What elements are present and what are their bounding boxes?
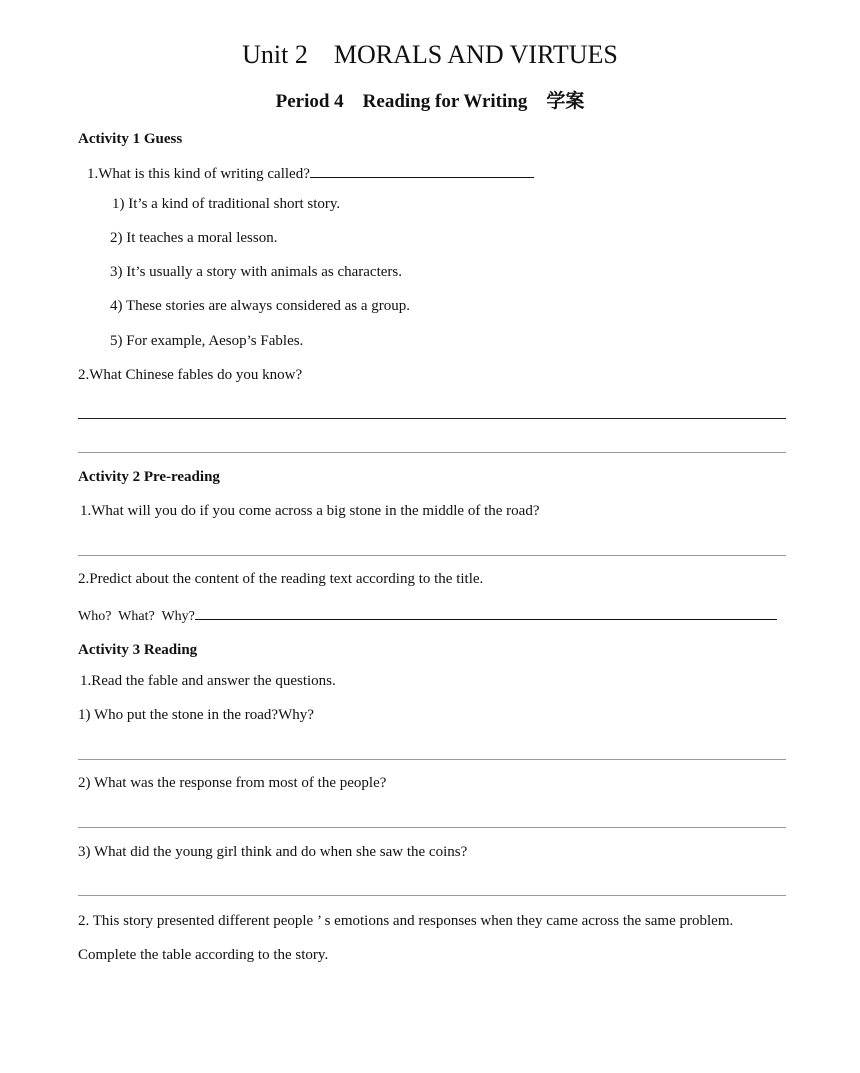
activity3-question: 3) What did the young girl think and do when she saw the coins? — [78, 844, 468, 860]
prompt-text: Who? What? Why? — [78, 609, 195, 624]
answer-line[interactable] — [78, 759, 786, 760]
activity3-task2-line1: 2. This story presented different people ’ s emotions and responses when they came across the same problem. — [78, 913, 734, 929]
activity3-intro: 1.Read the fable and answer the questions. — [80, 673, 336, 689]
activity2-question2: 2.Predict about the content of the reading text according to the title. — [78, 571, 484, 587]
activity3-heading: Activity 3 Reading — [78, 642, 198, 658]
answer-line[interactable] — [78, 555, 786, 556]
clue-item: 5) For example, Aesop’s Fables. — [110, 333, 304, 349]
document-subtitle: Period 4 Reading for Writing 学案 — [275, 91, 585, 112]
answer-blank[interactable] — [310, 163, 534, 178]
clue-item: 1) It’s a kind of traditional short story. — [112, 196, 341, 212]
document-title: Unit 2 MORALS AND VIRTUES — [242, 40, 618, 69]
activity1-heading: Activity 1 Guess — [78, 131, 183, 147]
activity2-prompt — [78, 605, 777, 625]
answer-line[interactable] — [78, 895, 786, 896]
activity3-question: 2) What was the response from most of the people? — [78, 775, 387, 791]
activity3-task2-line2: Complete the table according to the story. — [78, 947, 329, 963]
activity1-question2: 2.What Chinese fables do you know? — [78, 367, 303, 383]
clue-item: 3) It’s usually a story with animals as characters. — [110, 264, 403, 280]
answer-line[interactable] — [78, 418, 786, 419]
activity2-question1: 1.What will you do if you come across a big stone in the middle of the road? — [80, 503, 540, 519]
activity3-question: 1) Who put the stone in the road?Why? — [78, 707, 314, 723]
answer-line[interactable] — [78, 827, 786, 828]
activity2-heading: Activity 2 Pre-reading — [78, 469, 220, 485]
answer-line[interactable] — [78, 452, 786, 453]
activity1-question1-text: 1.What is this kind of writing called? — [87, 166, 310, 182]
answer-blank[interactable] — [195, 605, 777, 620]
clue-item: 2) It teaches a moral lesson. — [110, 230, 278, 246]
activity1-question1 — [87, 163, 534, 183]
clue-item: 4) These stories are always considered as a group. — [110, 298, 411, 314]
